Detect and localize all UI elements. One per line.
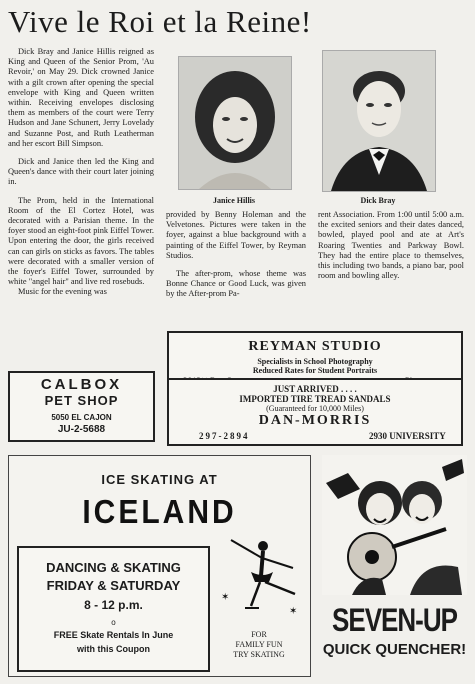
coupon-separator: o	[111, 618, 116, 627]
skater-illustration	[211, 528, 307, 620]
ad-line: QUICK QUENCHER!	[322, 641, 467, 658]
photo-caption: Janice Hillis	[213, 196, 255, 205]
paragraph: The after-prom, whose theme was Bonne Chance or Good Luck, was given by the After-prom Pa-	[166, 269, 306, 299]
paragraph: Music for the evening was	[18, 287, 107, 297]
ad-line: FOR	[251, 630, 267, 639]
article-column-3	[318, 210, 464, 281]
ad-title: PET SHOP	[44, 393, 119, 408]
ad-address: 5050 EL CAJON	[51, 413, 112, 422]
ad-seven-up	[322, 455, 467, 677]
ad-title: ICELAND	[82, 494, 237, 531]
coupon-line: DANCING & SKATING	[46, 560, 181, 575]
ad-title: SEVEN-UP	[332, 601, 457, 639]
ad-calbox-pet-shop	[8, 371, 155, 442]
paragraph: provided by Benny Holeman and the Velvetones. Pictures were taken in the foyer, against a blue background with a painting of the Eiffel Tower, by Reyman Studios.	[166, 210, 306, 260]
article-column-2	[166, 210, 306, 300]
ad-line: JUST ARRIVED . . . .	[273, 384, 357, 394]
ad-iceland	[8, 455, 311, 677]
coupon-line: 8 - 12 p.m.	[84, 598, 143, 612]
ad-phone: 297-2894	[199, 431, 250, 441]
ad-line: TRY SKATING	[233, 650, 285, 659]
article-column-1	[8, 47, 154, 298]
ad-title: REYMAN STUDIO	[248, 339, 382, 354]
ad-line: Reduced Rates for Student Portraits	[252, 366, 378, 375]
coupon-line: FRIDAY & SATURDAY	[46, 578, 181, 593]
headline: Vive le Roi et la Reine!	[8, 4, 312, 39]
seven-up-illustration	[322, 455, 467, 595]
paragraph: Dick Bray and Janice Hillis reigned as King and Queen of the Senior Prom, 'Au Revoir,' on May 29. Dick crowned Janice with a gilt crown after opening the special envelope with King and Queen written within. Receiving envelopes disclosing them as members of the court were Terry Hudson and Jane Schunert, Jerry Lovelady and Suzanne Post, and Ruth Leatherman and her escort Bill Simpson.	[8, 47, 154, 148]
paragraph: The Prom, held in the International Room of the El Cortez Hotel, was decorated with a Parisian theme. In the foyer stood an eight-foot pink Eiffel Tower. Upon entering the door, the girls received can can girls on sticks as favors. The tables were decorated with a smaller version of the foyer's Eiffel Tower, surrounded by white "angel hair" and live red rosebuds.	[8, 195, 154, 287]
ad-address: 2930 UNIVERSITY	[369, 431, 446, 441]
ad-line: ICE SKATING AT	[101, 472, 218, 487]
photo-janice-hillis	[178, 56, 292, 190]
ad-title: DAN-MORRIS	[258, 413, 372, 428]
ad-dan-morris	[167, 378, 463, 446]
ad-title: CALBOX	[40, 376, 123, 393]
ad-phone: JU-2-5688	[57, 424, 106, 435]
ad-line: (Guaranteed for 10,000 Miles)	[266, 404, 364, 413]
photo-caption: Dick Bray	[360, 196, 396, 205]
coupon-line: with this Coupon	[77, 644, 150, 654]
svg-text:✶: ✶	[221, 592, 230, 603]
ad-line: Specialists in School Photography	[257, 357, 373, 366]
paragraph: Dick and Janice then led the King and Queen's dance with their court later joining in.	[8, 157, 154, 187]
ad-line: IMPORTED TIRE TREAD SANDALS	[239, 394, 391, 404]
coupon-box	[17, 546, 210, 672]
paragraph: rent Association. From 1:00 until 5:00 a.m. the excited seniors and their dates danced, bowled, played pool and ate at Art's Roaring Twenties and Parkway Bowl. They had the entire place to themselves, this including two bands, a piano bar, pool room and bowling alley.	[318, 210, 464, 281]
ad-line: FAMILY FUN	[235, 640, 283, 649]
photo-dick-bray	[322, 50, 436, 192]
svg-text:✶: ✶	[289, 606, 298, 617]
coupon-line: FREE Skate Rentals In June	[53, 630, 174, 640]
